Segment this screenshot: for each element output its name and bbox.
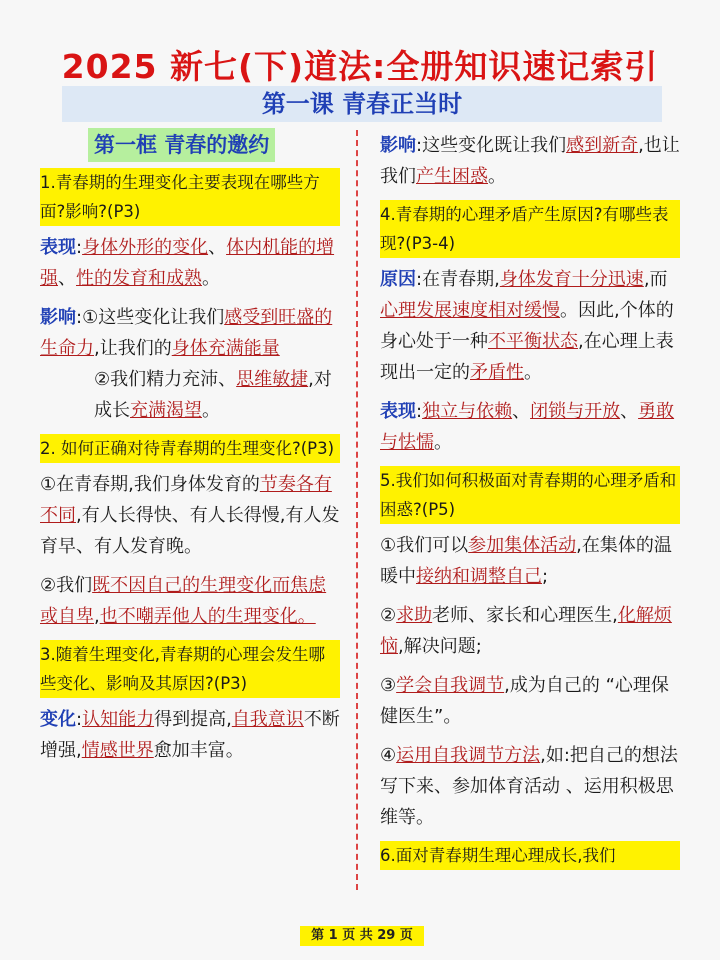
label-bianhua: 变化: [40, 709, 76, 730]
text: ①我们可以: [380, 535, 469, 556]
key-point: 矛盾性: [470, 362, 524, 383]
text: ,在集体的温暖中: [380, 535, 672, 587]
frame-title: 第一框 青春的邀约: [88, 128, 275, 162]
page-indicator: [300, 926, 424, 946]
key-point: 身体充满能量: [171, 338, 280, 359]
text: ④: [380, 745, 397, 766]
key-point: 勇敢与怯懦: [380, 401, 675, 453]
text: ③: [380, 675, 397, 696]
right-column: [380, 126, 680, 876]
key-point: 心理发展速度相对缓慢: [380, 300, 560, 321]
key-point: 身体发育十分迅速: [499, 269, 644, 290]
question-6: 6.面对青春期生理心理成长,我们: [380, 841, 680, 870]
answer-4-yuanyin: 原因:在青春期,身体发育十分迅速,而心理发展速度相对缓慢。因此,个体的身心处于一种不平衡状态,在心理上表现出一定的矛盾性。: [380, 269, 674, 383]
key-point: 不平衡状态: [488, 331, 578, 352]
text: 愈加丰富。: [153, 740, 244, 761]
text: 得到提高,: [154, 709, 232, 730]
page-number: 1: [328, 928, 338, 943]
answer-2-b: ②我们既不因自己的生理变化而焦虑或自卑,也不嘲弄他人的生理变化。: [40, 575, 327, 627]
key-point: 接纳和调整自己: [416, 566, 542, 587]
text: ②我们: [40, 575, 93, 596]
key-point: 思维敏捷: [236, 369, 309, 390]
text: ①这些变化让我们: [82, 307, 225, 328]
key-point: 参加集体活动: [468, 535, 577, 556]
answer-1-biaoxian: 表现:身体外形的变化、体内机能的增强、性的发育和成熟。: [40, 237, 335, 289]
label-yuanyin: 原因: [380, 269, 416, 290]
answer-5-b: [380, 600, 680, 662]
label-yingxiang: 影响: [380, 135, 416, 156]
key-point: 体内机能的增强: [40, 237, 335, 289]
label-biaoxian: 表现: [380, 401, 416, 422]
question-2: 2. 如何正确对待青春期的生理变化?(P3): [40, 434, 340, 463]
key-point: 充满渴望: [130, 400, 202, 421]
text: 老师、家长和心理医生,: [432, 605, 618, 626]
question-5: 5.我们如何积极面对青春期的心理矛盾和困惑?(P5): [380, 466, 680, 524]
text: ,在心理上表现出一定的: [380, 331, 674, 383]
answer-2-a: [40, 469, 340, 562]
text: 页 共: [342, 928, 373, 943]
text: 。因此,个体的身心处于一种: [380, 300, 674, 352]
page-title: 2025 新七(下)道法:全册知识速记索引: [61, 47, 659, 86]
key-point: 运用自我调节方法: [396, 745, 541, 766]
answer-4-biaoxian: 表现:独立与依赖、闭锁与开放、勇敢与怯懦。: [380, 401, 675, 453]
text: ,而: [643, 269, 668, 290]
column-divider: [356, 130, 358, 890]
left-column: [40, 126, 340, 774]
question-1: 1.青春期的生理变化主要表现在哪些方面?影响?(P3): [40, 168, 340, 226]
lesson-title: 第一课 青春正当时: [62, 86, 662, 122]
text: 第: [311, 928, 325, 943]
text: ①在青春期,我们身体发育的: [40, 474, 260, 495]
answer-3-yingxiang: 影响:这些变化既让我们感到新奇,也让我们产生困惑。: [380, 135, 680, 187]
text: ,也让我们: [380, 135, 680, 187]
key-point: 身体外形的变化: [82, 237, 209, 258]
key-point: 性的发育和成熟: [76, 268, 202, 289]
text: 在青春期,: [422, 269, 500, 290]
key-point: 化解烦恼: [380, 605, 672, 657]
answer-5-a: ①我们可以参加集体活动,在集体的温暖中接纳和调整自己;: [380, 535, 672, 587]
text: 这些变化既让我们: [422, 135, 567, 156]
text: ,如:把自己的想法写下来、参加体育活动 、运用积极思维等。: [380, 745, 678, 828]
key-point: 感到新奇: [566, 135, 639, 156]
answer-5-c: [380, 670, 680, 732]
key-point: 也不嘲弄他人的生理变化。: [99, 606, 316, 627]
text: ,有人长得快、有人长得慢,有人发育早、有人发育晚。: [40, 505, 340, 557]
key-point: 独立与依赖: [422, 401, 513, 422]
text: ,成为自己的 “心理保健医生”。: [380, 675, 669, 727]
key-point: 既不因自己的生理变化而焦虑或自卑: [40, 575, 327, 627]
text: ,对成长: [94, 369, 332, 421]
key-point: 求助: [396, 605, 433, 626]
key-point: 情感世界: [81, 740, 154, 761]
key-point: 自我意识: [231, 709, 304, 730]
answer-1-yingxiang-b: ②我们精力充沛、思维敏捷,对成长充满渴望。: [94, 369, 332, 421]
answer-3-bianhua: 变化:认知能力得到提高,自我意识不断增强,情感世界愈加丰富。: [40, 709, 340, 761]
key-point: 闭锁与开放: [530, 401, 621, 422]
key-point: 产生困惑: [416, 166, 488, 187]
answer-5-d: [380, 740, 680, 833]
question-3: 3.随着生理变化,青春期的心理会发生哪些变化、影响及其原因?(P3): [40, 640, 340, 698]
key-point: 感受到旺盛的生命力: [40, 307, 333, 359]
label-biaoxian: 表现: [40, 237, 76, 258]
total-pages: 29: [377, 928, 396, 943]
text: ②我们精力充沛、: [94, 369, 237, 390]
text: ,让我们的: [94, 338, 172, 359]
key-point: 认知能力: [82, 709, 155, 730]
key-point: 学会自我调节: [396, 675, 505, 696]
label-yingxiang: 影响: [40, 307, 76, 328]
answer-1-yingxiang-a: 影响:①这些变化让我们感受到旺盛的生命力,让我们的身体充满能量: [40, 307, 333, 359]
text: ②: [380, 605, 397, 626]
text: 页: [399, 928, 413, 943]
question-4: 4.青春期的心理矛盾产生原因?有哪些表现?(P3-4): [380, 200, 680, 258]
key-point: 节奏各有不同: [40, 474, 332, 526]
text: 不断增强,: [40, 709, 340, 761]
text: ,解决问题;: [398, 636, 482, 657]
